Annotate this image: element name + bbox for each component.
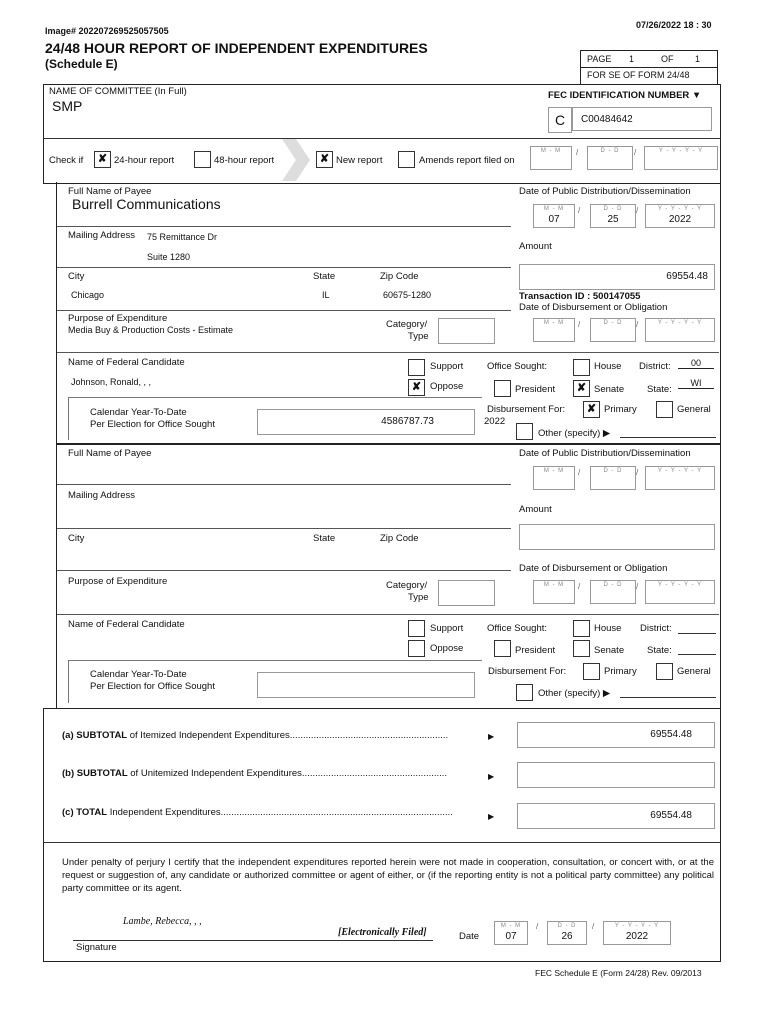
primary-checkbox[interactable]: ✘ xyxy=(583,401,600,418)
arrow-icon: ▶ xyxy=(488,772,495,781)
amend-date-month[interactable]: M - M xyxy=(530,146,572,170)
amount2-field[interactable] xyxy=(519,524,715,550)
other-label: Other (specify) ▶ xyxy=(538,428,611,439)
disb-date-year[interactable]: Y - Y - Y - Y xyxy=(645,318,715,342)
zip-label: Zip Code xyxy=(380,271,419,282)
house2-label: House xyxy=(594,623,622,634)
category2-type-field[interactable] xyxy=(438,580,495,606)
senate-checkbox[interactable]: ✘ xyxy=(573,380,590,397)
state-label: State xyxy=(313,271,336,282)
amount-label: Amount xyxy=(519,241,552,252)
other-checkbox[interactable] xyxy=(516,423,533,440)
certification-text: Under penalty of perjury I certify that the independent expenditures reported herein were not made in cooperation, consultation, or concert with, or at the request or suggestion of, any candidate or authorized committee or agent of either, or (if the reporting entity is not a political party committee) any political party committee or its agent. xyxy=(62,857,714,894)
district2-label: District: xyxy=(640,623,672,634)
sign-date-day[interactable]: D - D 26 xyxy=(547,921,587,945)
page-total: 1 xyxy=(695,54,701,64)
president-label: President xyxy=(515,384,556,395)
purpose: Media Buy & Production Costs - Estimate xyxy=(68,325,234,335)
ytd-field[interactable] xyxy=(257,409,475,435)
48-hour-checkbox[interactable] xyxy=(194,151,211,168)
signer-name: Lambe, Rebecca, , , xyxy=(123,916,202,927)
public-dist2-label: Date of Public Distribution/Dissemination xyxy=(519,448,691,459)
payee-name: Burrell Communications xyxy=(72,196,221,212)
public-dist-label: Date of Public Distribution/Dissemination xyxy=(519,186,691,197)
24-hour-checkbox[interactable]: ✘ xyxy=(94,151,111,168)
timestamp: 07/26/2022 18 : 30 xyxy=(636,20,712,30)
disb-date-day[interactable]: D - D xyxy=(590,318,636,342)
purpose-label: Purpose of Expenditure xyxy=(68,313,168,324)
total-c-value: 69554.48 xyxy=(650,810,692,821)
disbursement-date-label: Date of Disbursement or Obligation xyxy=(519,302,668,313)
oppose2-checkbox[interactable] xyxy=(408,640,425,657)
other2-checkbox[interactable] xyxy=(516,684,533,701)
for-label: FOR SE OF FORM 24/48 xyxy=(587,70,690,80)
president-checkbox[interactable] xyxy=(494,380,511,397)
ytd-label-1: Calendar Year-To-Date xyxy=(90,407,187,418)
primary-label: Primary xyxy=(604,404,637,415)
image-number: Image# 202207269525057505 xyxy=(45,26,169,36)
transaction-id: Transaction ID : 500147055 xyxy=(519,291,641,302)
of-label: OF xyxy=(661,54,674,64)
support2-checkbox[interactable] xyxy=(408,620,425,637)
oppose-checkbox[interactable]: ✘ xyxy=(408,379,425,396)
amend-date-year[interactable]: Y - Y - Y - Y xyxy=(644,146,718,170)
public-date-day[interactable]: D - D 25 xyxy=(590,204,636,228)
fec-prefix: C xyxy=(548,107,572,133)
form-title: 24/48 HOUR REPORT OF INDEPENDENT EXPENDITURES xyxy=(45,40,428,56)
senate-label: Senate xyxy=(594,384,625,395)
page-label: PAGE xyxy=(587,54,612,64)
president2-checkbox[interactable] xyxy=(494,640,511,657)
sign-date-month[interactable]: M - M 07 xyxy=(494,921,528,945)
24-hour-label: 24-hour report xyxy=(114,155,175,166)
office-state-value: WI xyxy=(678,378,714,389)
city2-label: City xyxy=(68,533,85,544)
disbursement-for-label: Disbursement For: xyxy=(487,404,566,415)
amends-checkbox[interactable] xyxy=(398,151,415,168)
primary2-checkbox[interactable] xyxy=(583,663,600,680)
form-footer: FEC Schedule E (Form 24/28) Rev. 09/2013 xyxy=(535,968,702,978)
general-label: General xyxy=(677,404,711,415)
category-type-field[interactable] xyxy=(438,318,495,344)
disb-date-month[interactable]: M - M xyxy=(533,318,575,342)
fec-id: C00484642 xyxy=(572,107,712,131)
amount-value: 69554.48 xyxy=(666,271,708,282)
subtotal-b-field[interactable] xyxy=(517,762,715,788)
date-label: Date xyxy=(459,931,480,942)
check-if-label: Check if xyxy=(49,155,84,166)
zip: 60675-1280 xyxy=(383,290,432,300)
district-label: District: xyxy=(639,361,671,372)
new-report-label: New report xyxy=(336,155,383,166)
amount-field[interactable] xyxy=(519,264,715,290)
signature-label: Signature xyxy=(76,942,117,953)
house-checkbox[interactable] xyxy=(573,359,590,376)
electronically-filed: [Electronically Filed] xyxy=(338,927,427,938)
candidate-label: Name of Federal Candidate xyxy=(68,357,185,368)
ytd2-label-2: Per Election for Office Sought xyxy=(90,681,215,692)
city: Chicago xyxy=(71,290,105,300)
support2-label: Support xyxy=(430,623,464,634)
payee2-label: Full Name of Payee xyxy=(68,448,152,459)
office-state-label: State: xyxy=(647,384,672,395)
office2-state-label: State: xyxy=(647,645,672,656)
48-hour-label: 48-hour report xyxy=(214,155,275,166)
arrow-icon: ▶ xyxy=(488,732,495,741)
arrow-icon: ▶ xyxy=(488,812,495,821)
president2-label: President xyxy=(515,645,556,656)
other2-label: Other (specify) ▶ xyxy=(538,688,611,699)
new-report-checkbox[interactable]: ✘ xyxy=(316,151,333,168)
amend-date-day[interactable]: D - D xyxy=(587,146,633,170)
ytd-label-2: Per Election for Office Sought xyxy=(90,419,215,430)
election-year: 2022 xyxy=(484,416,506,427)
subtotal-a-row: (a) SUBTOTAL of Itemized Independent Expenditures............................................................ xyxy=(62,730,449,741)
state: IL xyxy=(322,290,330,300)
disbursement2-date-label: Date of Disbursement or Obligation xyxy=(519,563,668,574)
category2-label: Category/ xyxy=(386,580,428,591)
senate2-checkbox[interactable] xyxy=(573,640,590,657)
city-label: City xyxy=(68,271,85,282)
house2-checkbox[interactable] xyxy=(573,620,590,637)
type2-label: Type xyxy=(408,592,429,603)
support-label: Support xyxy=(430,361,464,372)
committee-name-label: NAME OF COMMITTEE (In Full) xyxy=(49,86,187,97)
mailing-address-label: Mailing Address xyxy=(68,230,136,241)
total-c-row: (c) TOTAL Independent Expenditures........................................................................................ xyxy=(62,807,453,818)
sign-date-year[interactable]: Y - Y - Y - Y 2022 xyxy=(603,921,671,945)
total-c-field[interactable] xyxy=(517,803,715,829)
public-date-year[interactable]: Y - Y - Y - Y 2022 xyxy=(645,204,715,228)
ytd-value: 4586787.73 xyxy=(381,416,434,427)
candidate2-label: Name of Federal Candidate xyxy=(68,619,185,630)
general2-checkbox[interactable] xyxy=(656,663,673,680)
oppose-label: Oppose xyxy=(430,381,464,392)
subtotal-a-field[interactable] xyxy=(517,722,715,748)
ytd2-label-1: Calendar Year-To-Date xyxy=(90,669,187,680)
public2-date-year[interactable]: Y - Y - Y - Y xyxy=(645,466,715,490)
office-sought-label: Office Sought: xyxy=(487,361,548,372)
public2-date-month[interactable]: M - M xyxy=(533,466,575,490)
committee-name: SMP xyxy=(52,98,83,114)
district-value: 00 xyxy=(678,358,714,369)
candidate-name: Johnson, Ronald, , , xyxy=(71,377,152,387)
public-date-month[interactable]: M - M 07 xyxy=(533,204,575,228)
general2-label: General xyxy=(677,666,711,677)
ytd2-field[interactable] xyxy=(257,672,475,698)
general-checkbox[interactable] xyxy=(656,401,673,418)
chevron-arrow-icon xyxy=(282,139,312,181)
address-line-2: Suite 1280 xyxy=(147,252,191,262)
page-number: 1 xyxy=(629,54,635,64)
senate2-label: Senate xyxy=(594,645,625,656)
disbursement2-for-label: Disbursement For: xyxy=(488,666,567,677)
amends-label: Amends report filed on xyxy=(419,155,515,166)
house-label: House xyxy=(594,361,622,372)
state2-label: State xyxy=(313,533,336,544)
payee-label: Full Name of Payee xyxy=(68,186,152,197)
purpose2-label: Purpose of Expenditure xyxy=(68,576,168,587)
subtotal-b-row: (b) SUBTOTAL of Unitemized Independent Expenditures....................................................... xyxy=(62,768,448,779)
public2-date-day[interactable]: D - D xyxy=(590,466,636,490)
fec-id-label: FEC IDENTIFICATION NUMBER ▼ xyxy=(548,90,702,101)
office2-sought-label: Office Sought: xyxy=(487,623,548,634)
oppose2-label: Oppose xyxy=(430,643,464,654)
primary2-label: Primary xyxy=(604,666,637,677)
disb2-date-day[interactable]: D - D xyxy=(590,580,636,604)
subtotal-a-value: 69554.48 xyxy=(650,729,692,740)
mailing-address2-label: Mailing Address xyxy=(68,490,136,501)
address-line-1: 75 Remittance Dr xyxy=(147,232,218,242)
disb2-date-month[interactable]: M - M xyxy=(533,580,575,604)
amount2-label: Amount xyxy=(519,504,552,515)
zip2-label: Zip Code xyxy=(380,533,419,544)
support-checkbox[interactable] xyxy=(408,359,425,376)
form-subtitle: (Schedule E) xyxy=(45,57,118,71)
page-box xyxy=(580,50,718,86)
disb2-date-year[interactable]: Y - Y - Y - Y xyxy=(645,580,715,604)
category-label: Category/ xyxy=(386,319,428,330)
type-label: Type xyxy=(408,331,429,342)
